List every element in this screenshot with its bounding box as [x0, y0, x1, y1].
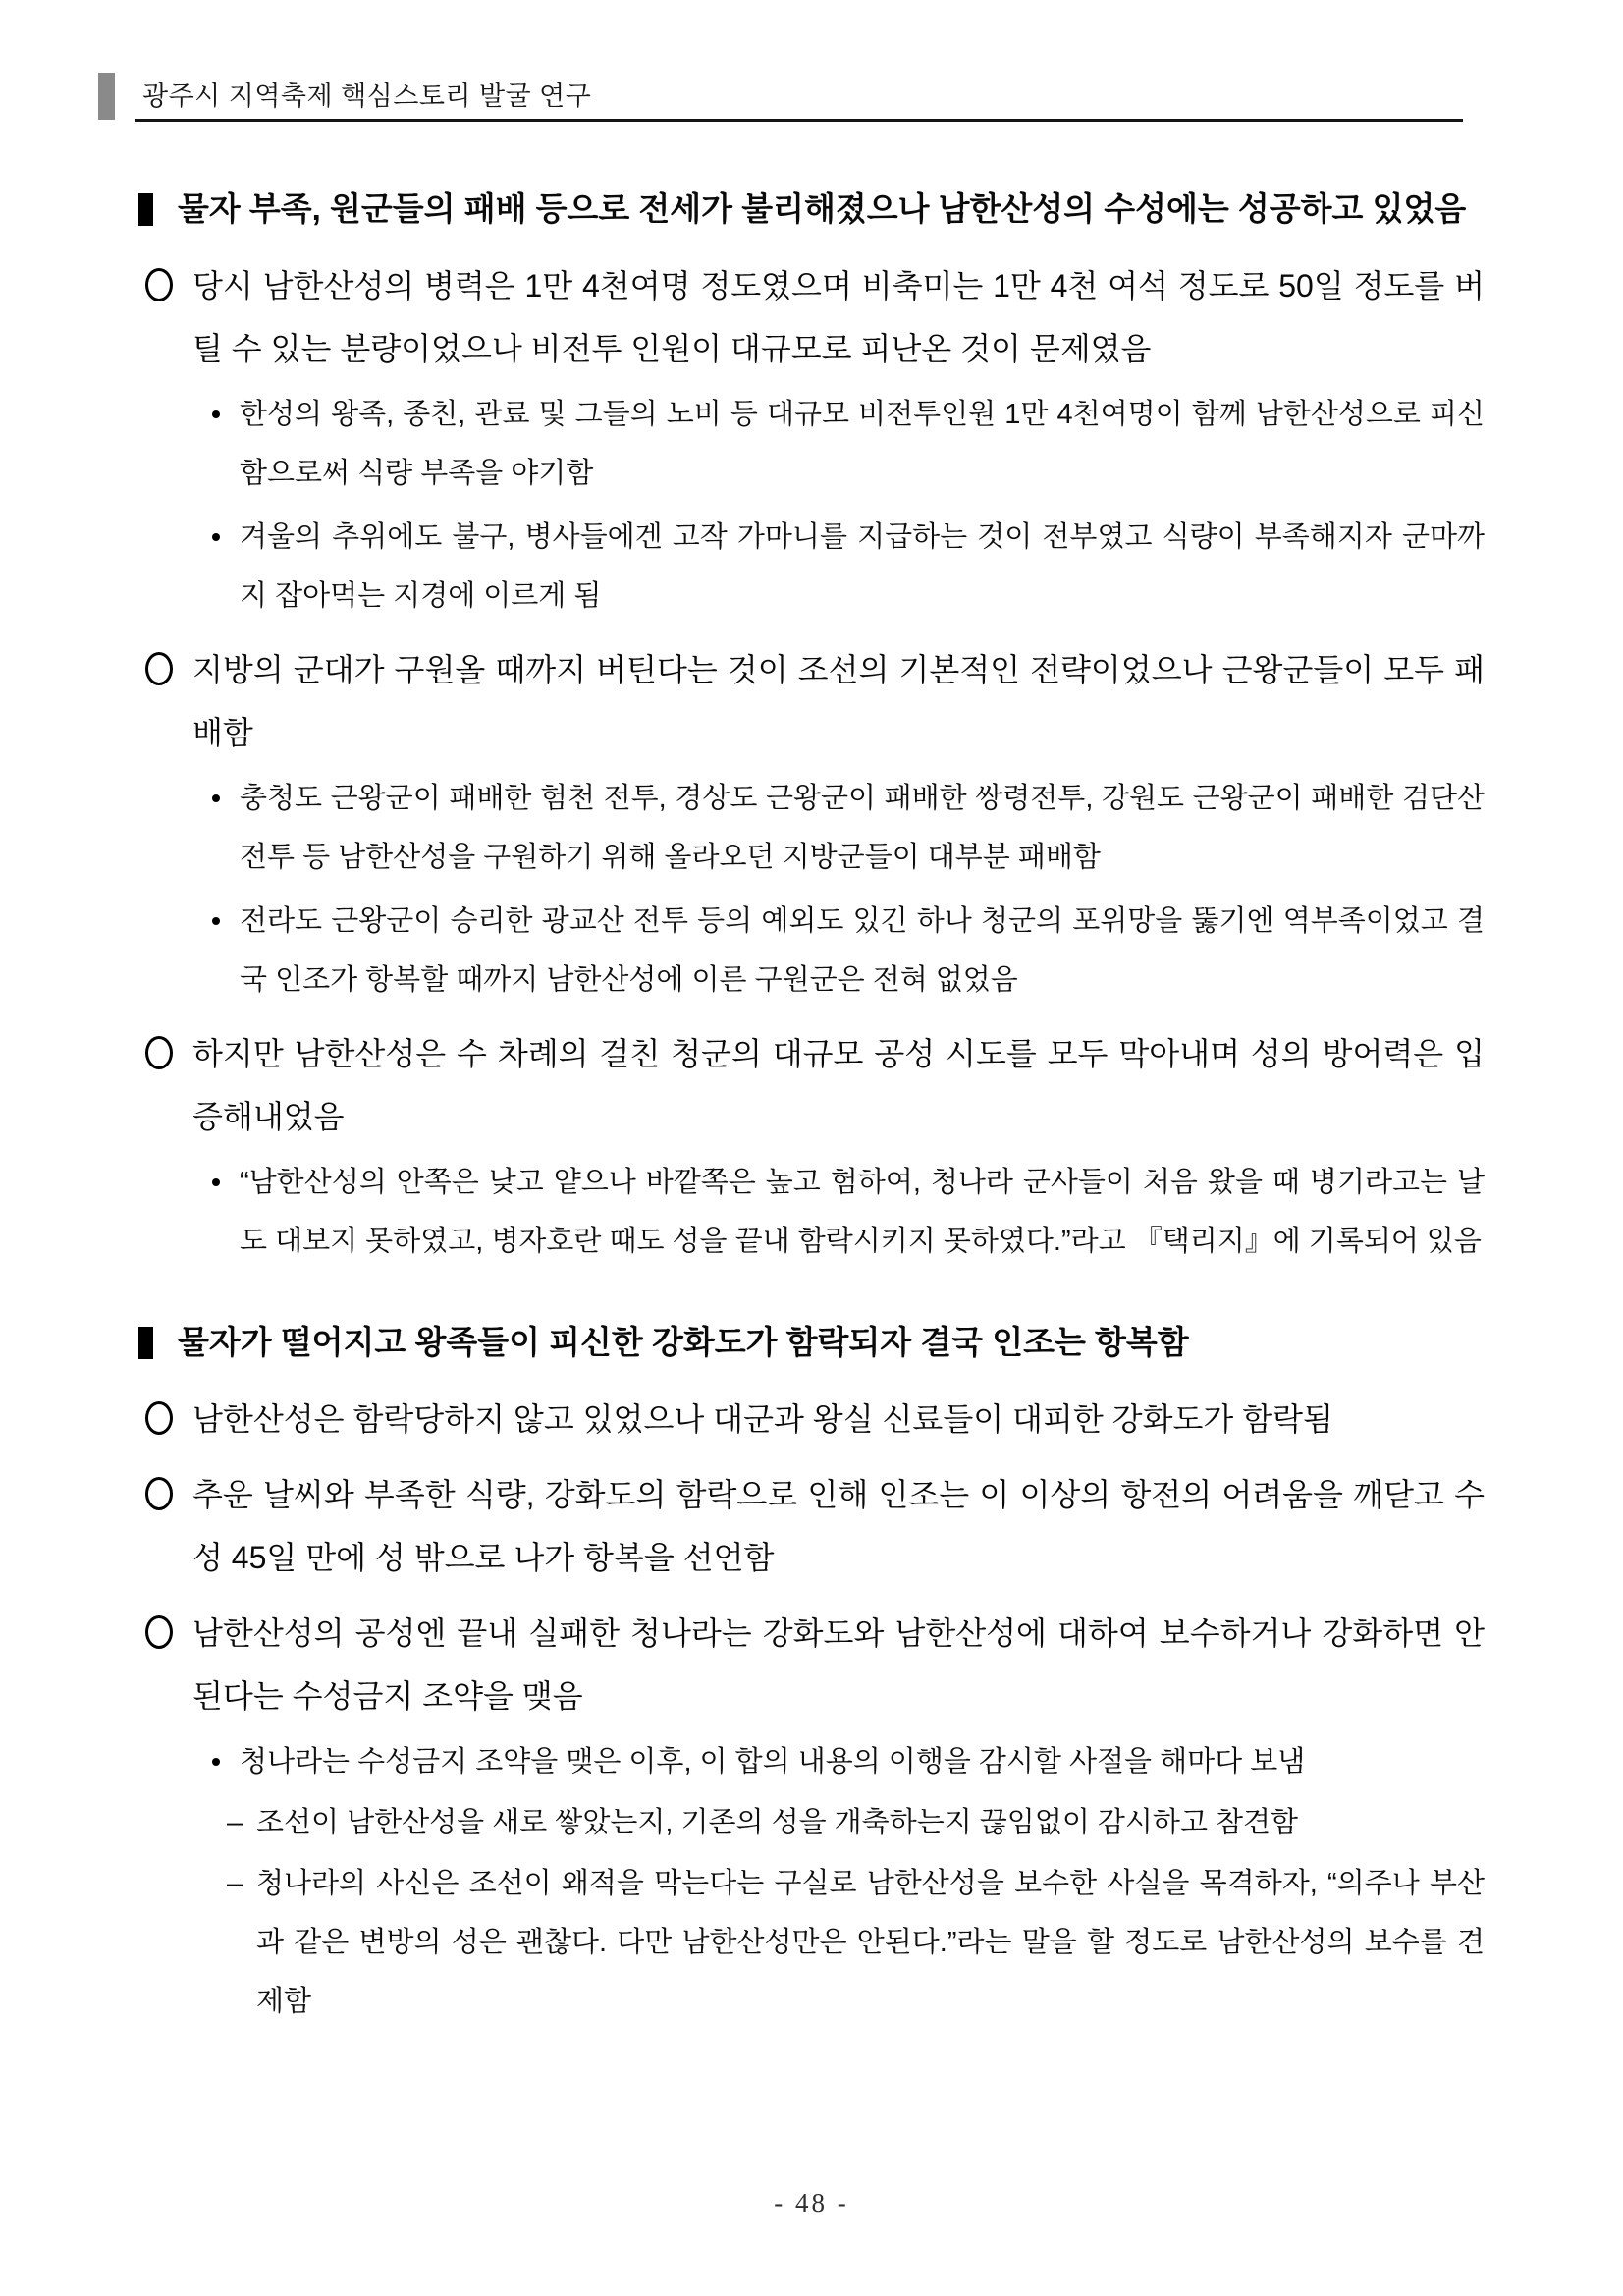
outline-item-bullet	[137, 1153, 1485, 1271]
outline-item-text: 남한산성의 공성엔 끝내 실패한 청나라는 강화도와 남한산성에 대하여 보수하거나 강화하면 안된다는 수성금지 조약을 맺음	[192, 1615, 1485, 1714]
outline-item-h1	[137, 177, 1485, 242]
dot-marker-icon	[212, 410, 220, 418]
outline-item-bullet	[137, 892, 1485, 1010]
outline-item-text: 겨울의 추위에도 불구, 병사들에겐 고작 가마니를 지급하는 것이 전부였고 식량이 부족해지자 군마까지 잡아먹는 지경에 이르게 됨	[240, 521, 1485, 612]
outline-item-dash	[137, 1793, 1485, 1852]
outline-item-h1	[137, 1310, 1485, 1375]
circle-marker-icon	[145, 268, 173, 301]
outline-item-circle	[137, 1388, 1485, 1450]
outline-item-circle	[137, 1022, 1485, 1148]
document-body	[137, 177, 1485, 2031]
outline-item-bullet	[137, 1732, 1485, 1791]
square-marker-icon	[138, 1327, 153, 1359]
outline-item-text: “남한산성의 안쪽은 낮고 얕으나 바깥쪽은 높고 험하여, 청나라 군사들이 처음 왔을 때 병기라고는 날도 대보지 못하였고, 병자호란 때도 성을 끝내 함락시키지 못하였다.”라고 『택리지』에 기록되어 있음	[240, 1167, 1485, 1257]
header-rule	[135, 119, 1463, 122]
dash-marker-icon: –	[227, 1807, 243, 1838]
dash-marker-icon: –	[227, 1868, 243, 1899]
outline-item-circle	[137, 1463, 1485, 1589]
outline-item-text: 물자가 떨어지고 왕족들이 피신한 강화도가 함락되자 결국 인조는 항복함	[178, 1324, 1189, 1360]
dot-marker-icon	[212, 1758, 220, 1766]
header-accent-bar-icon	[98, 73, 115, 120]
outline-item-circle	[137, 638, 1485, 764]
outline-item-dash	[137, 1854, 1485, 2031]
square-marker-icon	[138, 193, 153, 226]
outline-item-bullet	[137, 385, 1485, 503]
outline-item-text: 추운 날씨와 부족한 식량, 강화도의 함락으로 인해 인조는 이 이상의 항전의 어려움을 깨닫고 수성 45일 만에 성 밖으로 나가 항복을 선언함	[192, 1477, 1485, 1575]
circle-marker-icon	[145, 1401, 173, 1435]
page-number: - 48 -	[774, 2188, 849, 2217]
circle-marker-icon	[145, 652, 173, 685]
circle-marker-icon	[145, 1036, 173, 1069]
outline-item-circle	[137, 1602, 1485, 1727]
outline-item-bullet	[137, 508, 1485, 626]
outline-item-text: 한성의 왕족, 종친, 관료 및 그들의 노비 등 대규모 비전투인원 1만 4천여명이 함께 남한산성으로 피신함으로써 식량 부족을 야기함	[240, 399, 1485, 489]
outline-item-text: 청나라의 사신은 조선이 왜적을 막는다는 구실로 남한산성을 보수한 사실을 목격하자, “의주나 부산과 같은 변방의 성은 괜찮다. 다만 남한산성만은 안된다.”라는 말을 할 정도로 남한산성의 보수를 견제함	[256, 1868, 1485, 2017]
outline-item-text: 청나라는 수성금지 조약을 맺은 이후, 이 합의 내용의 이행을 감시할 사절을 해마다 보냄	[240, 1746, 1306, 1777]
outline-item-text: 전라도 근왕군이 승리한 광교산 전투 등의 예외도 있긴 하나 청군의 포위망을 뚫기엔 역부족이었고 결국 인조가 항복할 때까지 남한산성에 이른 구원군은 전혀 없었음	[240, 905, 1485, 996]
circle-marker-icon	[145, 1615, 173, 1649]
dot-marker-icon	[212, 533, 220, 541]
running-head-title: 광주시 지역축제 핵심스토리 발굴 연구	[142, 82, 592, 111]
outline-item-text: 하지만 남한산성은 수 차례의 걸친 청군의 대규모 공성 시도를 모두 막아내며 성의 방어력은 입증해내었음	[192, 1036, 1485, 1134]
dot-marker-icon	[212, 794, 220, 802]
outline-item-text: 당시 남한산성의 병력은 1만 4천여명 정도였으며 비축미는 1만 4천 여석 정도로 50일 정도를 버틸 수 있는 분량이었으나 비전투 인원이 대규모로 피난온 것이 문제였음	[192, 268, 1485, 366]
outline-item-text: 지방의 군대가 구원올 때까지 버틴다는 것이 조선의 기본적인 전략이었으나 근왕군들이 모두 패배함	[192, 652, 1485, 750]
outline-item-bullet	[137, 769, 1485, 887]
outline-item-text: 남한산성은 함락당하지 않고 있었으나 대군과 왕실 신료들이 대피한 강화도가 함락됨	[192, 1401, 1333, 1437]
page-footer	[0, 2188, 1623, 2218]
outline-item-text: 물자 부족, 원군들의 패배 등으로 전세가 불리해졌으나 남한산성의 수성에는 성공하고 있었음	[178, 191, 1467, 227]
dot-marker-icon	[212, 1178, 220, 1186]
outline-item-circle	[137, 254, 1485, 380]
circle-marker-icon	[145, 1477, 173, 1510]
page-header	[0, 0, 1623, 137]
outline-item-text: 조선이 남한산성을 새로 쌓았는지, 기존의 성을 개축하는지 끊임없이 감시하고 참견함	[256, 1807, 1299, 1838]
outline-item-text: 충청도 근왕군이 패배한 험천 전투, 경상도 근왕군이 패배한 쌍령전투, 강원도 근왕군이 패배한 검단산 전투 등 남한산성을 구원하기 위해 올라오던 지방군들이 대부분 패배함	[240, 783, 1485, 873]
dot-marker-icon	[212, 917, 220, 925]
